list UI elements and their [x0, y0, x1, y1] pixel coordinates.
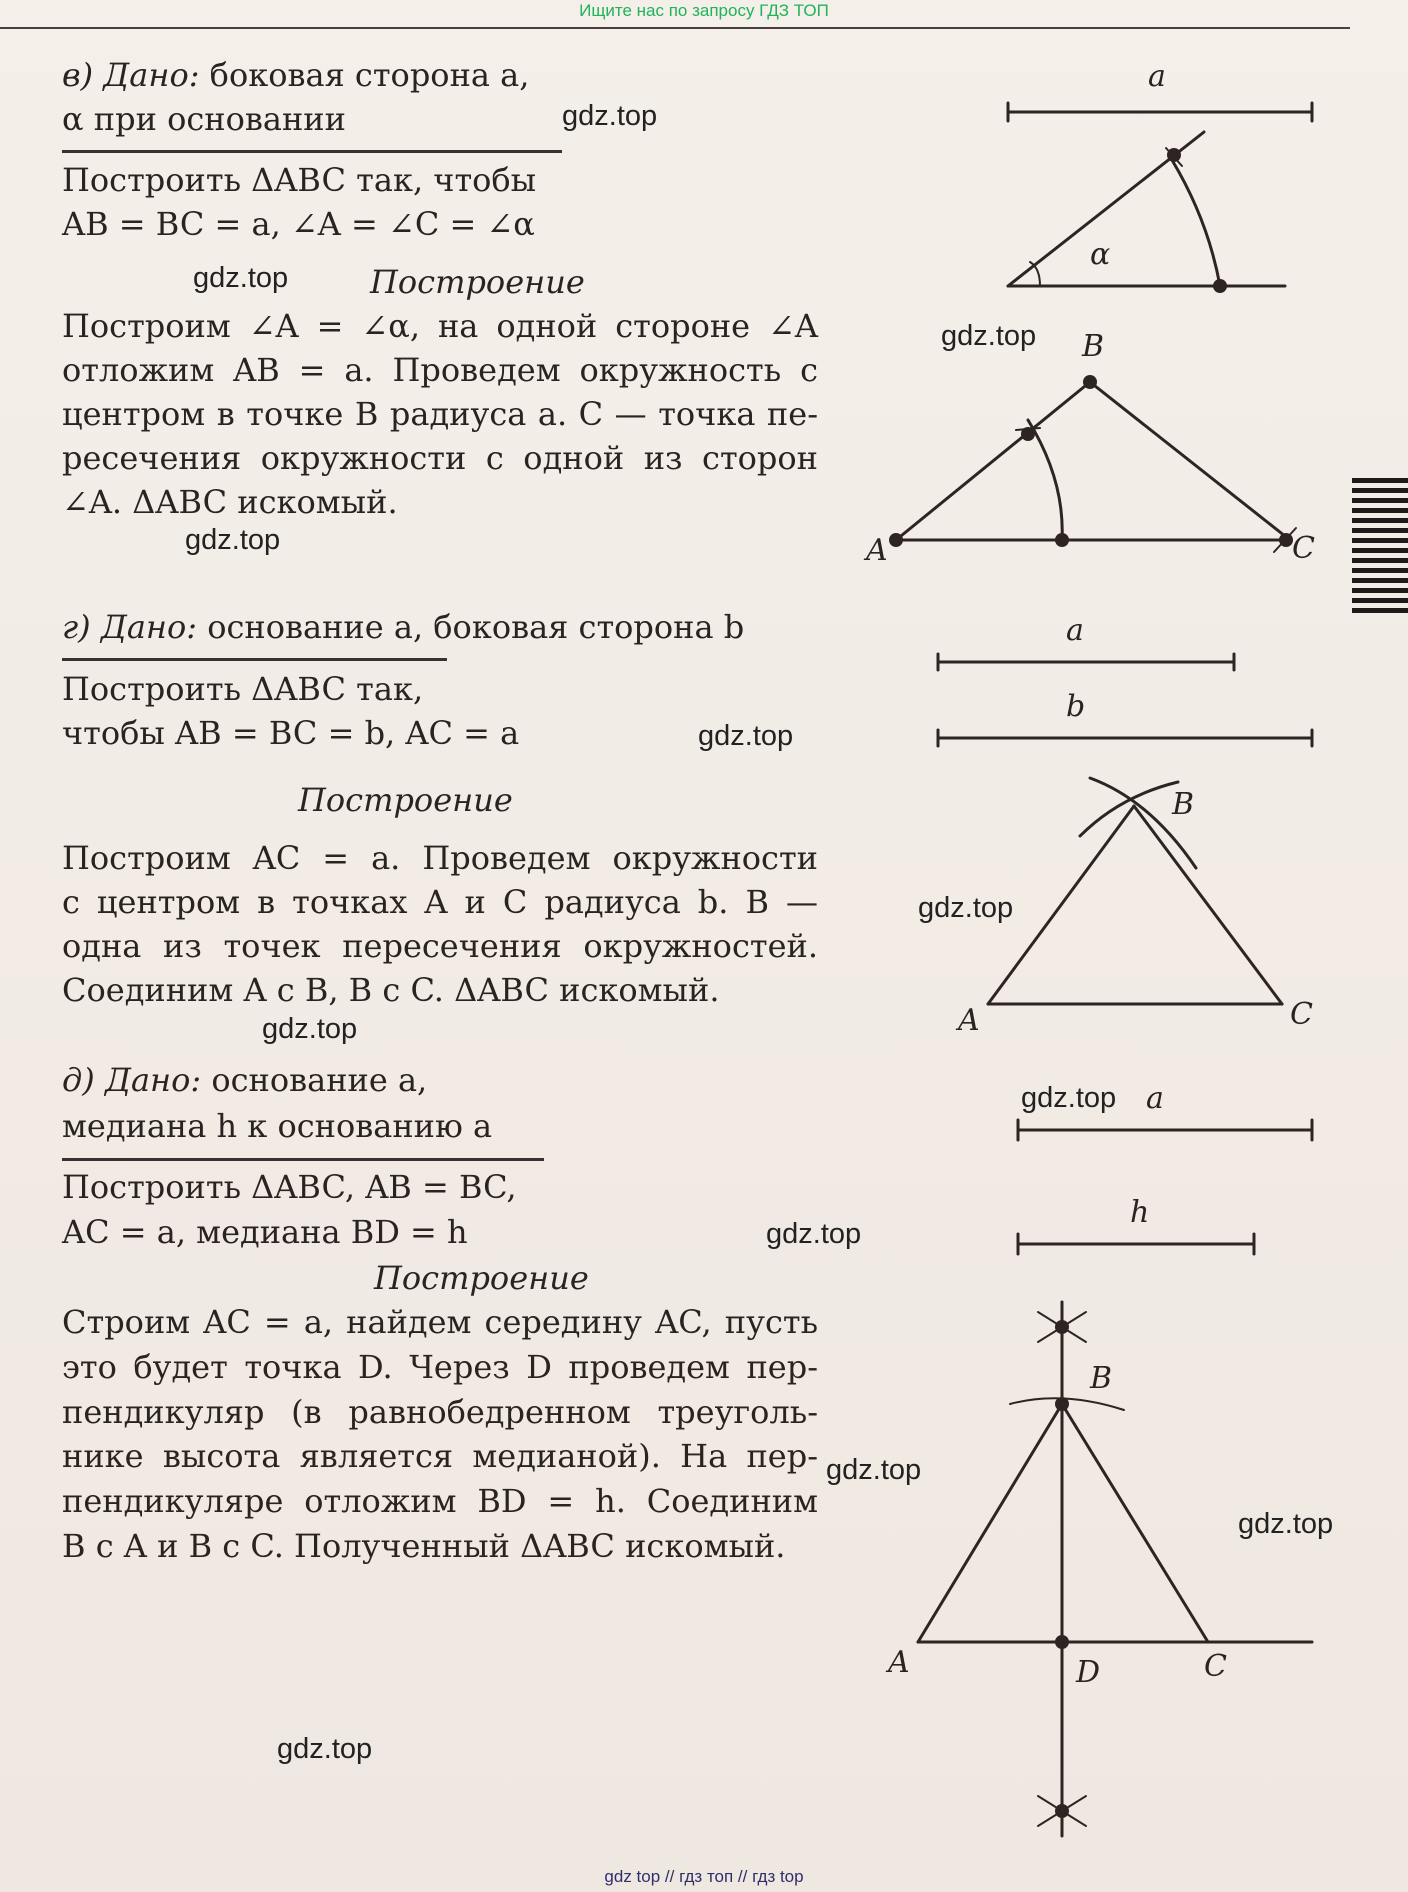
watermark: gdz.top [918, 892, 1014, 924]
watermark: gdz.top [766, 1218, 862, 1250]
section-d-given-label: д) Дано: [62, 1061, 202, 1099]
section-v-task-line2: AB = BC = a, ∠A = ∠C = ∠α [62, 205, 535, 243]
watermark: gdz.top [277, 1733, 373, 1765]
section-d-task-line2: AC = a, медиана BD = h [62, 1213, 468, 1251]
fig-g-label-a: a [1066, 613, 1084, 648]
fig-v-label-C: C [1292, 531, 1315, 566]
section-d-body-line3: пендикуляр (в равнобедренном треуголь- [62, 1393, 818, 1431]
section-g-task-line2: чтобы AB = BC = b, AC = a [62, 714, 520, 752]
section-g-given-label: г) Дано: [62, 608, 198, 646]
section-v-given-label: в) Дано: [62, 56, 200, 94]
section-v-given-line1: боковая сторона a, [209, 56, 530, 94]
fig-g-label-b: b [1066, 689, 1086, 724]
section-d-given-line1: основание a, [211, 1061, 428, 1099]
bottom-banner[interactable]: gdz top // гдз топ // гдз top [604, 1867, 804, 1886]
watermark: gdz.top [262, 1013, 358, 1045]
fig-g-triangle [988, 778, 1282, 1004]
section-d-body-line6: B с A и B с C. Полученный ΔABC искомый. [62, 1527, 786, 1565]
section-g-given-line1: основание a, боковая сторона b [207, 608, 745, 646]
watermark: gdz.top [1238, 1508, 1334, 1540]
section-g-body-line2: с центром в точках A и C радиуса b. B — [62, 883, 818, 921]
top-banner[interactable]: Ищите нас по запросу ГДЗ ТОП [579, 1, 829, 20]
section-v-body-line5: ∠A. ΔABC искомый. [62, 483, 398, 521]
watermark: gdz.top [193, 262, 289, 294]
fig-d-label-a: a [1146, 1081, 1164, 1116]
section-g-heading: Построение [298, 781, 513, 819]
fig-v-triangle [896, 382, 1296, 552]
section-d-body-line1: Строим AC = a, найдем середину AC, пусть [62, 1303, 818, 1341]
fig-d-label-h: h [1130, 1195, 1150, 1230]
section-v-body-line1: Построим ∠A = ∠α, на одной стороне ∠A [62, 307, 818, 345]
section-g-body-line3: одна из точек пересечения окружностей. [62, 927, 818, 965]
section-v-body-line3: центром в точке B радиуса a. C — точка пе- [62, 395, 818, 433]
construction-points [889, 148, 1293, 1818]
section-d-heading: Построение [374, 1259, 589, 1297]
fig-g-label-B: B [1172, 787, 1195, 822]
fig-g-label-C: C [1290, 997, 1313, 1032]
section-g-body-line1: Построим AC = a. Проведем окружности [62, 839, 818, 877]
section-v-heading: Построение [370, 263, 585, 301]
watermark: gdz.top [941, 320, 1037, 352]
fig-g-label-A: A [958, 1003, 980, 1038]
section-d-body-line5: пендикуляре отложим BD = h. Соединим [62, 1482, 818, 1520]
fig-g-segment-b [938, 730, 1312, 746]
fig-v-label-alpha: α [1090, 237, 1111, 272]
fig-d-label-C: C [1204, 1649, 1227, 1684]
fig-d-label-B: B [1090, 1361, 1113, 1396]
watermark: gdz.top [826, 1454, 922, 1486]
section-g-task-line1: Построить ΔABC так, [62, 670, 424, 708]
section-v-body-line4: ресечения окружности с одной из сторон [62, 439, 818, 477]
section-d-task-line1: Построить ΔABC, AB = BC, [62, 1168, 517, 1206]
section-d-given-line2: медиана h к основанию a [62, 1107, 493, 1145]
section-d-body-line4: нике высота является медианой). На пер- [62, 1437, 818, 1475]
fig-v-segment-a [1008, 103, 1312, 121]
watermark: gdz.top [562, 100, 658, 132]
fig-g-segment-a [938, 654, 1234, 670]
fig-d-segment-h [1018, 1234, 1254, 1254]
watermark: gdz.top [1021, 1082, 1117, 1114]
fig-d-label-D: D [1076, 1655, 1101, 1690]
fig-v-label-B: B [1082, 329, 1105, 364]
fig-d-segment-a [1018, 1120, 1312, 1140]
fig-v-angle-construction [1008, 132, 1285, 286]
fig-v-label-A: A [866, 533, 888, 568]
section-v-given-line2: α при основании [62, 100, 346, 138]
section-v-task-line1: Построить ΔABC так, чтобы [62, 161, 537, 199]
fig-v-label-a: a [1148, 59, 1166, 94]
fig-d-label-A: A [888, 1645, 910, 1680]
section-g-body-line4: Соединим A с B, B с C. ΔABC искомый. [62, 971, 720, 1009]
fig-d-construction [918, 1302, 1312, 1836]
section-d-body-line2: это будет точка D. Через D проведем пер- [62, 1348, 818, 1386]
section-v-body-line2: отложим AB = a. Проведем окружность с [62, 351, 818, 389]
watermark: gdz.top [185, 524, 281, 556]
watermark: gdz.top [698, 720, 794, 752]
